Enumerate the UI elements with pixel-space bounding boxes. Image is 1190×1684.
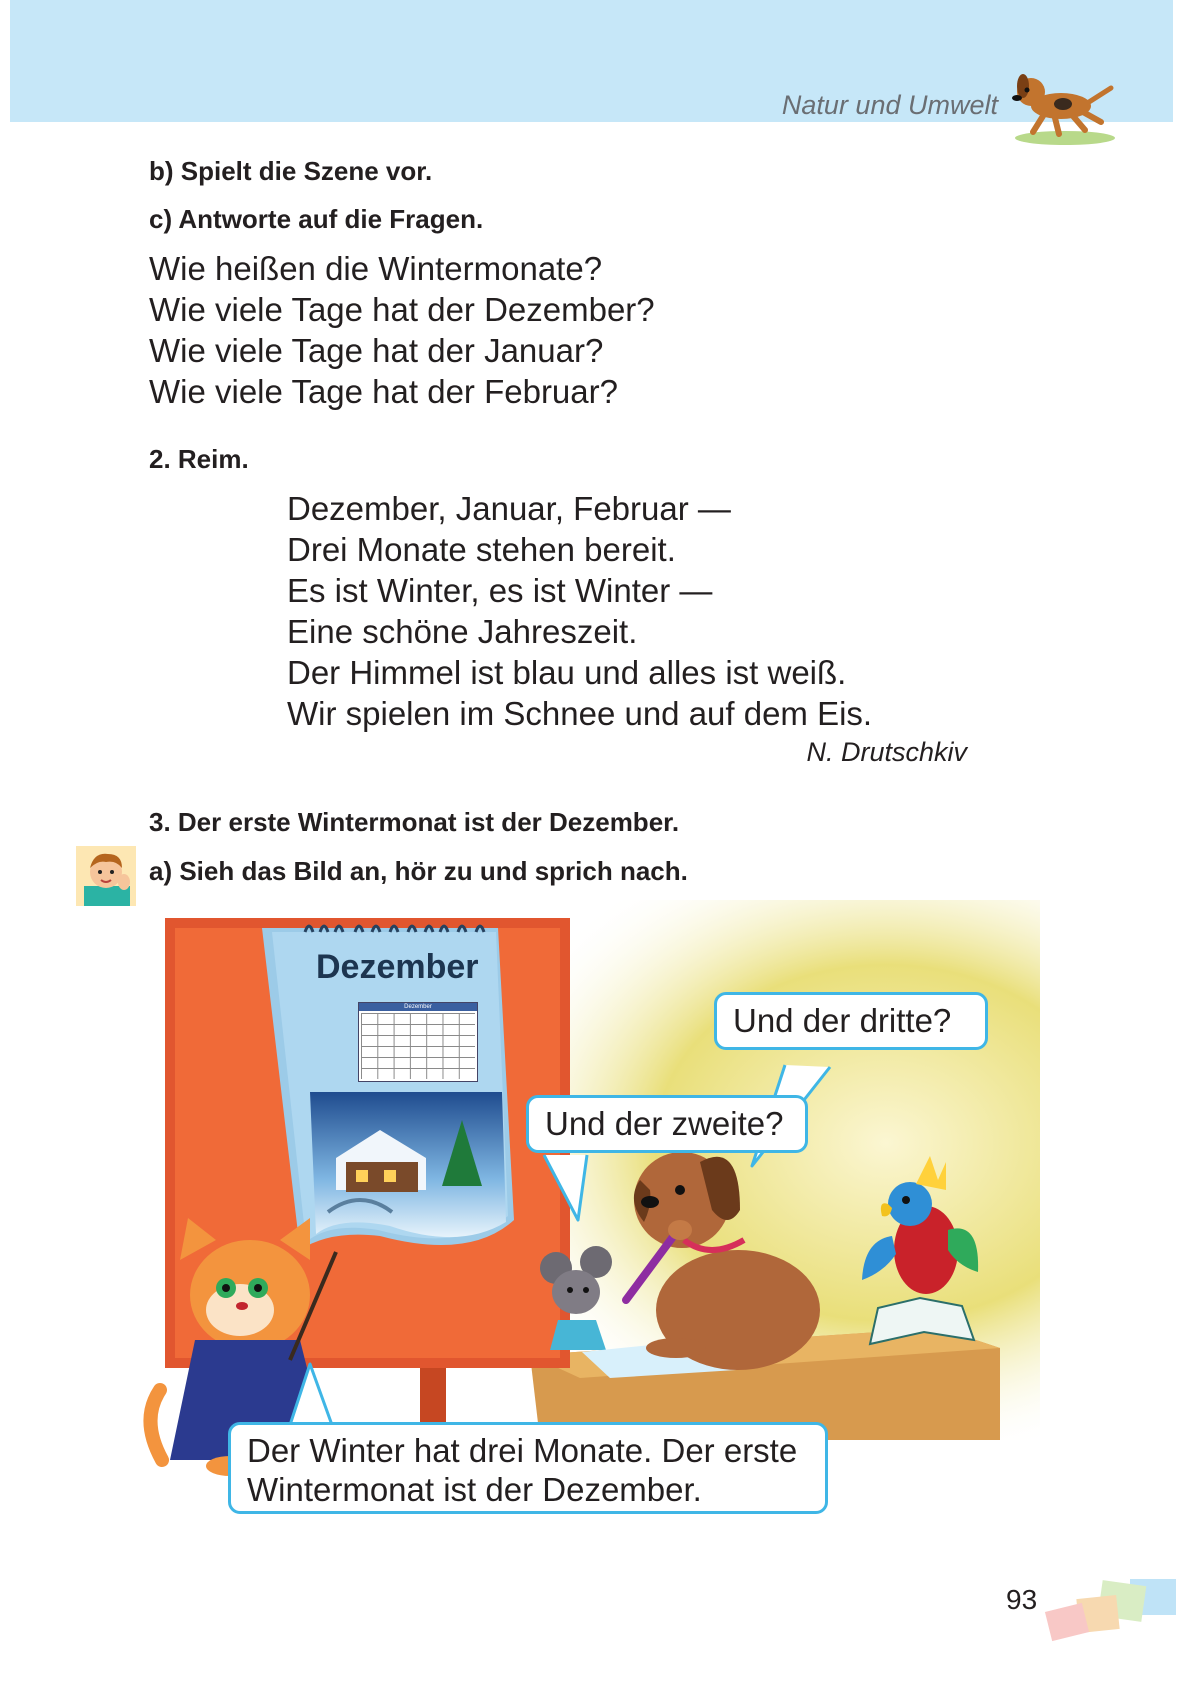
poem <box>287 488 872 734</box>
task-3a-label: a) Sieh das Bild an, hör zu und sprich nach. <box>149 856 688 886</box>
task-b-label: b) Spielt die Szene vor. <box>149 156 433 186</box>
section-title: Natur und Umwelt <box>781 90 998 120</box>
poem-line: Dezember, Januar, Februar — <box>287 490 731 527</box>
poem-line: Wir spielen im Schnee und auf dem Eis. <box>287 695 873 732</box>
task-c-label: c) Antworte auf die Fragen. <box>149 204 484 234</box>
cat-speech-bubble <box>228 1422 828 1514</box>
corner-decoration <box>1040 1575 1180 1645</box>
calendar-title: Dezember <box>316 948 479 986</box>
task-2-label: 2. Reim. <box>149 444 249 474</box>
mouse-speech-bubble: Und der zweite? <box>526 1095 808 1153</box>
task-3-label: 3. Der erste Wintermonat ist der Dezember. <box>149 807 680 837</box>
question-list <box>149 248 655 412</box>
page-number: 93 <box>1006 1584 1038 1615</box>
question-line: Wie viele Tage hat der Februar? <box>149 373 618 410</box>
mini-calendar <box>358 1002 478 1082</box>
poem-line: Der Himmel ist blau und alles ist weiß. <box>287 654 847 691</box>
mini-calendar-header: Dezember <box>359 1003 477 1011</box>
poem-line: Drei Monate stehen bereit. <box>287 531 676 568</box>
running-dog-icon <box>1003 60 1121 150</box>
question-line: Wie heißen die Wintermonate? <box>149 250 603 287</box>
poem-line: Es ist Winter, es ist Winter — <box>287 572 713 609</box>
header-band <box>10 0 1173 122</box>
listening-child-icon <box>76 846 136 906</box>
poem-author: N. Drutschkiv <box>806 737 967 767</box>
cat-speech-line: Der Winter hat drei Monate. Der erste <box>247 1432 798 1469</box>
illustration-scene <box>140 900 1040 1520</box>
dog-speech-bubble: Und der dritte? <box>714 992 988 1050</box>
cat-speech-line: Wintermonat ist der Dezember. <box>247 1471 702 1508</box>
poem-line: Eine schöne Jahreszeit. <box>287 613 638 650</box>
question-line: Wie viele Tage hat der Januar? <box>149 332 604 369</box>
question-line: Wie viele Tage hat der Dezember? <box>149 291 655 328</box>
mini-calendar-grid <box>361 1013 475 1079</box>
